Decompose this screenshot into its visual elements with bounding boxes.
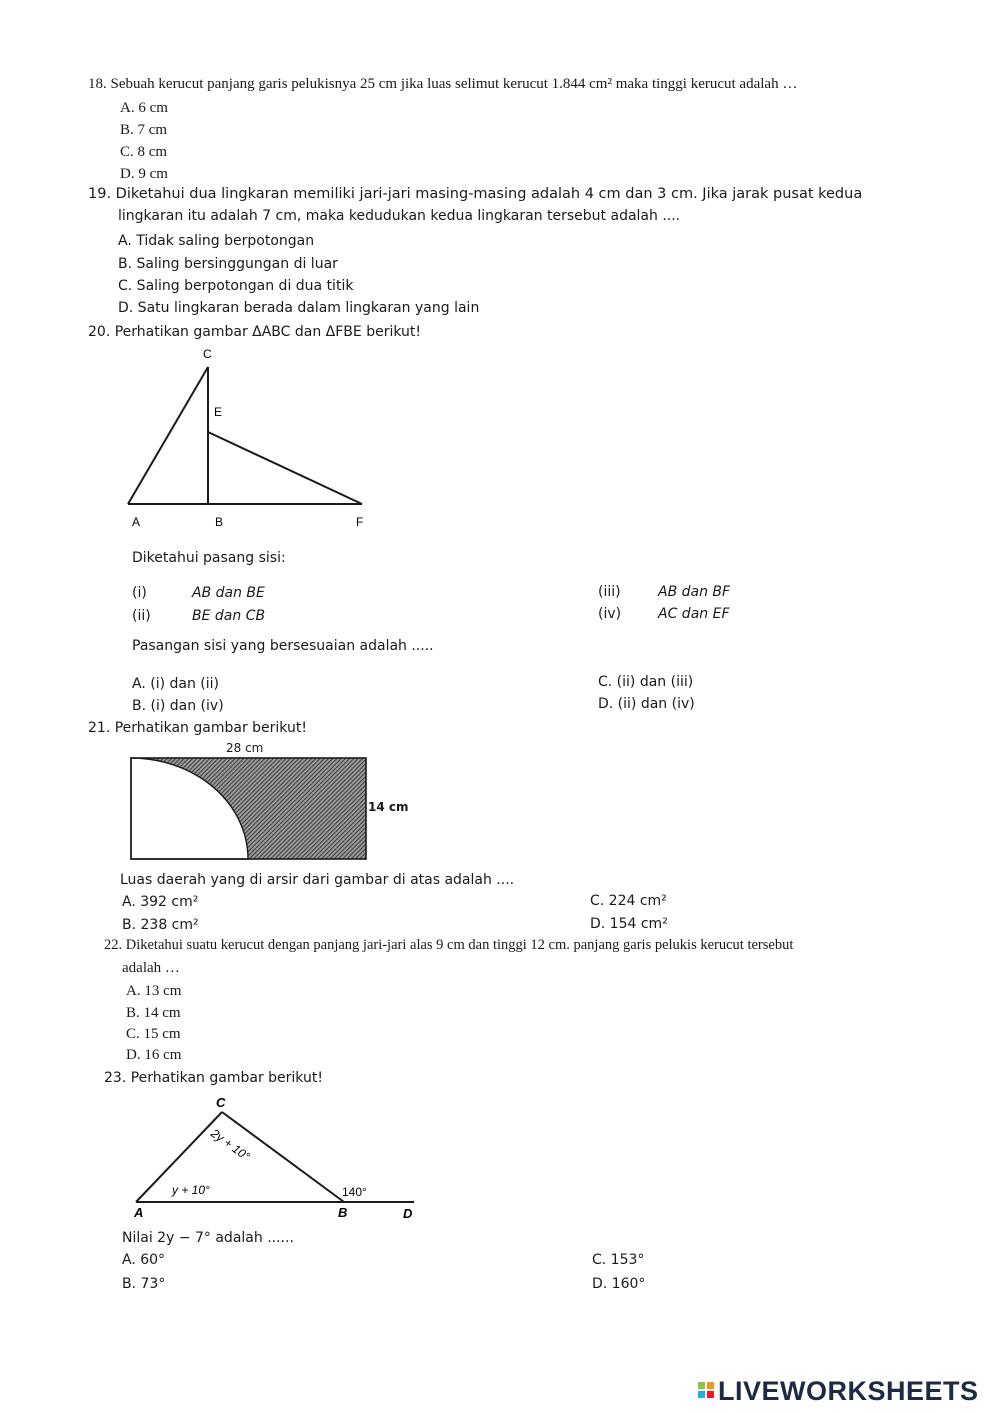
q20-triangle-figure	[120, 340, 380, 535]
q20-label-e: E	[214, 405, 223, 419]
q20-option-b: B. (i) dan (iv)	[132, 698, 224, 714]
q20-pair-3-text: AB dan BF	[658, 584, 731, 600]
q23-angle-a: y + 10°	[172, 1183, 210, 1197]
q18-option-a: A. 6 cm	[120, 100, 168, 116]
q23-option-d: D. 160°	[592, 1276, 646, 1292]
logo-square-orange	[707, 1382, 714, 1389]
q23-angle-c: 2y + 10°	[208, 1126, 253, 1164]
logo-square-red	[707, 1391, 714, 1398]
q21-quarter-circle-figure	[130, 757, 370, 862]
q23-option-c: C. 153°	[592, 1252, 645, 1268]
q21-option-b: B. 238 cm²	[122, 917, 199, 933]
q18-option-c: C. 8 cm	[120, 144, 168, 160]
q23-label-a: A	[134, 1205, 144, 1220]
q20-label-b: B	[215, 515, 224, 529]
q20-intro: Diketahui pasang sisi:	[132, 550, 286, 566]
q19-option-a: A. Tidak saling berpotongan	[118, 233, 315, 249]
q20-option-c: C. (ii) dan (iii)	[598, 674, 694, 690]
q23-option-b: B. 73°	[122, 1276, 166, 1292]
q20-option-a: A. (i) dan (ii)	[132, 676, 219, 692]
q23-label-d: D	[403, 1206, 413, 1221]
q20-pair-1-text: AB dan BE	[192, 585, 265, 601]
q19-text-line2: lingkaran itu adalah 7 cm, maka kedudukan kedua lingkaran tersebut adalah ....	[118, 208, 681, 224]
q20-pair-1-num: (i)	[132, 585, 147, 601]
q22-option-a: A. 13 cm	[126, 983, 182, 999]
q20-label-a: A	[132, 515, 141, 529]
q23-text: 23. Perhatikan gambar berikut!	[104, 1070, 323, 1086]
q21-text: 21. Perhatikan gambar berikut!	[88, 720, 307, 736]
brand-name[interactable]: LIVEWORKSHEETS	[718, 1376, 979, 1406]
q21-option-c: C. 224 cm²	[590, 893, 667, 909]
q20-prompt: Pasangan sisi yang bersesuaian adalah .....	[132, 638, 434, 654]
q21-option-a: A. 392 cm²	[122, 894, 199, 910]
q18-option-d: D. 9 cm	[120, 166, 168, 182]
q21-width-label: 28 cm	[226, 741, 264, 755]
q23-prompt: Nilai 2y − 7° adalah ......	[122, 1230, 294, 1246]
q20-line-ac	[128, 367, 208, 504]
q22-text-line1: 22. Diketahui suatu kerucut dengan panjang jari-jari alas 9 cm dan tinggi 12 cm. panjang garis pelukis kerucut tersebut	[104, 937, 794, 953]
q23-label-c: C	[216, 1095, 226, 1110]
q20-line-ef	[208, 432, 362, 504]
q22-option-d: D. 16 cm	[126, 1047, 182, 1063]
q19-option-b: B. Saling bersinggungan di luar	[118, 256, 338, 272]
q23-angle-b: 140°	[342, 1185, 367, 1199]
q21-prompt: Luas daerah yang di arsir dari gambar di atas adalah ....	[120, 872, 515, 888]
q18-text: 18. Sebuah kerucut panjang garis pelukisnya 25 cm jika luas selimut kerucut 1.844 cm² maka tinggi kerucut adalah …	[88, 76, 798, 92]
q20-option-d: D. (ii) dan (iv)	[598, 696, 695, 712]
q22-text-line2: adalah …	[122, 960, 180, 976]
q22-option-c: C. 15 cm	[126, 1026, 181, 1042]
q19-option-d: D. Satu lingkaran berada dalam lingkaran yang lain	[118, 300, 480, 316]
q20-label-f: F	[356, 515, 364, 529]
q20-pair-2-num: (ii)	[132, 608, 151, 624]
q22-option-b: B. 14 cm	[126, 1005, 181, 1021]
q23-option-a: A. 60°	[122, 1252, 166, 1268]
q19-option-c: C. Saling berpotongan di dua titik	[118, 278, 354, 294]
q20-label-c: C	[203, 347, 212, 361]
q23-triangle-figure	[120, 1090, 430, 1225]
q20-pair-2-text: BE dan CB	[192, 608, 266, 624]
q20-pair-3-num: (iii)	[598, 584, 621, 600]
q21-option-d: D. 154 cm²	[590, 916, 668, 932]
q23-label-b: B	[338, 1205, 348, 1220]
logo-square-blue	[698, 1391, 705, 1398]
q20-pair-4-num: (iv)	[598, 606, 622, 622]
q20-text: 20. Perhatikan gambar ΔABC dan ΔFBE berikut!	[88, 324, 422, 340]
liveworksheets-logo-icon	[698, 1382, 716, 1402]
q20-pair-4-text: AC dan EF	[658, 606, 730, 622]
logo-square-green	[698, 1382, 705, 1389]
q19-text-line1: 19. Diketahui dua lingkaran memiliki jari-jari masing-masing adalah 4 cm dan 3 cm. Jika jarak pusat kedua	[88, 186, 863, 202]
q21-height-label: 14 cm	[368, 800, 409, 814]
q18-option-b: B. 7 cm	[120, 122, 168, 138]
